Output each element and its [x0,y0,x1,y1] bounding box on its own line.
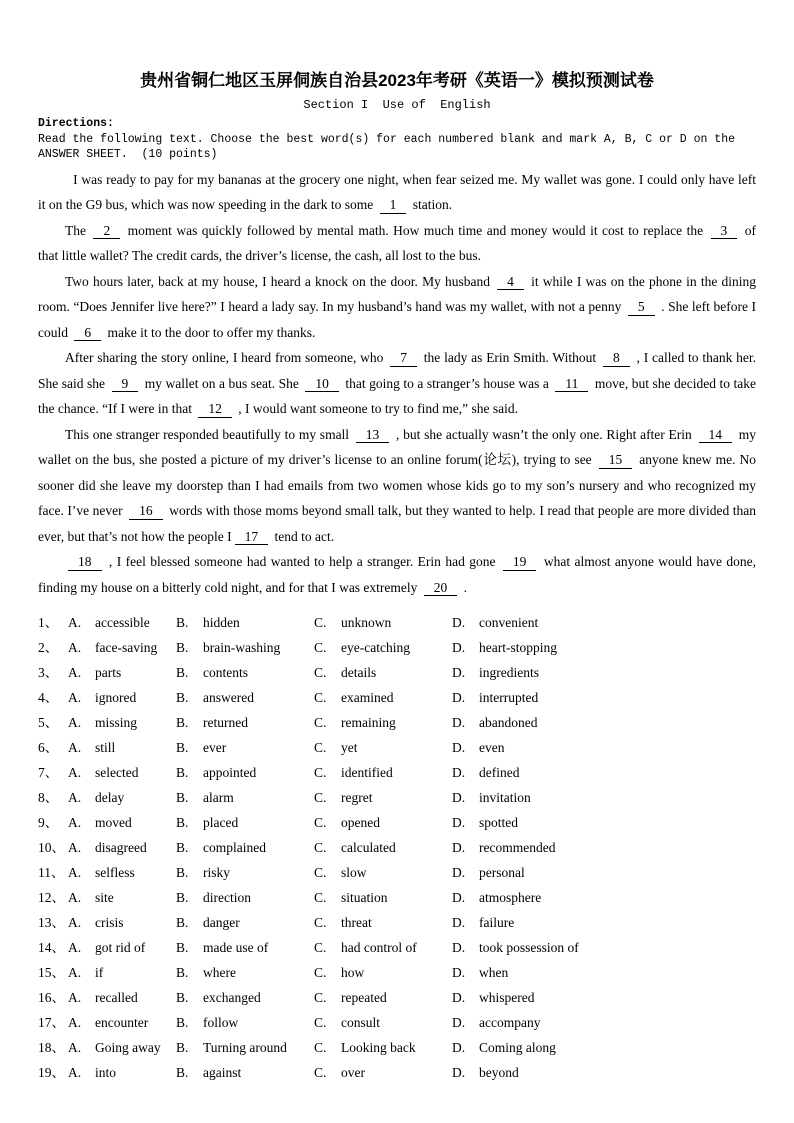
option-letter: D. [452,815,466,830]
option-b [176,685,314,710]
option-letter: B. [176,790,189,805]
option-text: made use of [203,940,269,955]
option-letter: C. [314,665,327,680]
blank-2: 2 [93,223,120,240]
option-text: face-saving [95,640,158,655]
option-d [452,860,756,885]
option-d [452,710,756,735]
blank-13: 13 [356,427,390,444]
option-text: spotted [479,815,518,830]
option-text: missing [95,715,138,730]
option-text: examined [341,690,394,705]
option-letter: A. [68,965,82,980]
option-letter: C. [314,765,327,780]
option-text: remaining [341,715,396,730]
question-number: 15、 [38,965,65,980]
option-b [176,735,314,760]
question-row [38,910,756,935]
question-row [38,660,756,685]
passage-paragraph: The 2 moment was quickly followed by mental math. How much time and money would it cost to replace the 3 of that little wallet? The credit cards, the driver’s license, the cash, all lost to the bus. [38,222,756,263]
question-number: 16、 [38,990,65,1005]
question-number: 13、 [38,915,65,930]
blank-11: 11 [555,376,588,393]
passage-paragraph: I was ready to pay for my bananas at the grocery one night, when fear seized me. My wallet was gone. I could only have left it on the G9 bus, which was now speeding in the dark to some 1 station. [38,171,756,212]
option-b [176,660,314,685]
question-row [38,1060,756,1085]
option-letter: B. [176,665,189,680]
option-a [68,760,176,785]
option-text: answered [203,690,254,705]
option-letter: A. [68,940,82,955]
option-letter: A. [68,890,82,905]
option-a [68,1060,176,1085]
blank-8: 8 [603,350,630,367]
option-letter: D. [452,1065,466,1080]
option-d [452,835,756,860]
option-letter: C. [314,865,327,880]
option-letter: A. [68,1065,82,1080]
option-b [176,760,314,785]
directions [38,116,756,163]
blank-1: 1 [380,197,407,214]
option-text: still [95,740,116,755]
option-text: how [341,965,365,980]
question-number: 11、 [38,865,65,880]
option-text: threat [341,915,372,930]
option-text: ingredients [479,665,539,680]
option-b [176,885,314,910]
option-text: had control of [341,940,417,955]
question-number: 4、 [38,690,59,705]
option-text: moved [95,815,132,830]
option-text: over [341,1065,365,1080]
option-text: consult [341,1015,380,1030]
option-d [452,985,756,1010]
option-d [452,635,756,660]
option-b [176,835,314,860]
blank-10: 10 [305,376,339,393]
option-text: danger [203,915,240,930]
option-letter: C. [314,1040,327,1055]
question-number: 10、 [38,840,65,855]
option-text: where [203,965,236,980]
question-row [38,860,756,885]
option-d [452,960,756,985]
option-a [68,635,176,660]
option-letter: B. [176,740,189,755]
option-a [68,885,176,910]
option-text: alarm [203,790,234,805]
option-letter: A. [68,815,82,830]
option-letter: A. [68,990,82,1005]
question-number: 8、 [38,790,59,805]
option-d [452,810,756,835]
option-letter: D. [452,790,466,805]
option-letter: C. [314,940,327,955]
option-letter: D. [452,715,466,730]
option-a [68,860,176,885]
option-text: repeated [341,990,387,1005]
option-text: selected [95,765,139,780]
directions-label: Directions: [38,117,114,130]
option-letter: D. [452,990,466,1005]
blank-3: 3 [711,223,738,240]
option-c [314,710,452,735]
option-text: risky [203,865,230,880]
question-row [38,685,756,710]
option-text: Looking back [341,1040,416,1055]
blank-6: 6 [74,325,101,342]
question-number: 18、 [38,1040,65,1055]
option-a [68,935,176,960]
option-letter: B. [176,1015,189,1030]
option-a [68,835,176,860]
option-b [176,1035,314,1060]
option-text: Going away [95,1040,161,1055]
question-row [38,735,756,760]
option-a [68,810,176,835]
option-text: atmosphere [479,890,542,905]
option-text: eye-catching [341,640,410,655]
option-letter: D. [452,915,466,930]
question-row [38,635,756,660]
option-letter: C. [314,740,327,755]
question-row [38,1035,756,1060]
option-letter: C. [314,715,327,730]
option-text: exchanged [203,990,261,1005]
option-c [314,860,452,885]
option-a [68,1010,176,1035]
option-d [452,1010,756,1035]
option-letter: D. [452,865,466,880]
option-text: if [95,965,104,980]
question-row [38,885,756,910]
option-text: recalled [95,990,138,1005]
option-d [452,760,756,785]
option-letter: A. [68,840,82,855]
option-c [314,760,452,785]
option-letter: D. [452,940,466,955]
option-c [314,1035,452,1060]
option-letter: A. [68,615,82,630]
option-text: took possession of [479,940,579,955]
option-text: delay [95,790,125,805]
option-letter: B. [176,690,189,705]
option-letter: C. [314,640,327,655]
option-text: even [479,740,505,755]
option-text: yet [341,740,358,755]
option-b [176,1010,314,1035]
option-letter: A. [68,690,82,705]
option-letter: C. [314,615,327,630]
option-b [176,635,314,660]
blank-14: 14 [699,427,733,444]
option-text: situation [341,890,388,905]
option-d [452,910,756,935]
option-text: encounter [95,1015,149,1030]
option-c [314,960,452,985]
option-text: crisis [95,915,124,930]
question-number: 2、 [38,640,59,655]
question-row [38,810,756,835]
option-text: brain-washing [203,640,281,655]
option-letter: B. [176,965,189,980]
blank-4: 4 [497,274,524,291]
option-letter: A. [68,740,82,755]
questions [38,610,756,1085]
option-a [68,785,176,810]
option-letter: D. [452,665,466,680]
option-text: heart-stopping [479,640,557,655]
option-a [68,910,176,935]
question-number: 19、 [38,1065,65,1080]
blank-16: 16 [129,503,163,520]
option-letter: A. [68,865,82,880]
option-text: slow [341,865,367,880]
option-letter: B. [176,940,189,955]
option-c [314,685,452,710]
option-text: recommended [479,840,556,855]
option-text: disagreed [95,840,147,855]
option-text: into [95,1065,117,1080]
option-text: ignored [95,690,137,705]
option-letter: C. [314,840,327,855]
blank-9: 9 [112,376,139,393]
option-text: against [203,1065,242,1080]
option-letter: C. [314,915,327,930]
option-text: personal [479,865,525,880]
option-a [68,960,176,985]
question-number: 6、 [38,740,59,755]
option-text: selfless [95,865,135,880]
option-b [176,810,314,835]
option-letter: B. [176,915,189,930]
option-text: identified [341,765,393,780]
option-text: accessible [95,615,150,630]
blank-5: 5 [628,299,655,316]
option-text: invitation [479,790,531,805]
passage-paragraph: 18 , I feel blessed someone had wanted to help a stranger. Erin had gone 19 what almost anyone would have done, finding my house on a bitterly cold night, and for that I was extremely 20 . [38,554,756,595]
option-text: convenient [479,615,539,630]
option-letter: B. [176,990,189,1005]
option-text: interrupted [479,690,539,705]
option-letter: D. [452,1040,466,1055]
option-letter: D. [452,740,466,755]
option-d [452,610,756,635]
option-letter: D. [452,965,466,980]
question-number: 5、 [38,715,59,730]
option-b [176,710,314,735]
option-a [68,735,176,760]
question-number: 9、 [38,815,59,830]
option-text: Coming along [479,1040,556,1055]
option-letter: C. [314,990,327,1005]
option-text: direction [203,890,251,905]
option-text: Turning around [203,1040,287,1055]
option-letter: B. [176,1040,189,1055]
option-letter: C. [314,690,327,705]
option-letter: B. [176,840,189,855]
option-letter: D. [452,615,466,630]
question-number: 3、 [38,665,59,680]
option-text: failure [479,915,515,930]
option-a [68,985,176,1010]
option-c [314,810,452,835]
option-text: beyond [479,1065,519,1080]
option-d [452,735,756,760]
passage [38,167,756,601]
option-b [176,985,314,1010]
option-letter: A. [68,665,82,680]
option-c [314,910,452,935]
option-text: details [341,665,377,680]
option-b [176,785,314,810]
option-text: opened [341,815,380,830]
option-text: abandoned [479,715,538,730]
question-row [38,610,756,635]
option-text: appointed [203,765,257,780]
blank-18: 18 [68,554,102,571]
option-letter: B. [176,640,189,655]
passage-paragraph: Two hours later, back at my house, I heard a knock on the door. My husband 4 it while I was on the phone in the dining room. “Does Jennifer live here?” I heard a lady say. In my husband’s hand was my wallet, with not a penny 5 . She left before I could 6 make it to the door to offer my thanks. [38,273,756,340]
option-b [176,935,314,960]
option-text: unknown [341,615,392,630]
question-number: 1、 [38,615,59,630]
question-number: 7、 [38,765,59,780]
option-text: accompany [479,1015,541,1030]
option-a [68,685,176,710]
option-c [314,660,452,685]
blank-15: 15 [599,452,633,469]
option-letter: B. [176,1065,189,1080]
option-text: defined [479,765,520,780]
option-c [314,1010,452,1035]
option-text: parts [95,665,122,680]
option-letter: D. [452,640,466,655]
option-text: when [479,965,509,980]
option-letter: D. [452,1015,466,1030]
section-heading: Section I Use of English [303,98,491,112]
option-c [314,735,452,760]
passage-paragraph: After sharing the story online, I heard from someone, who 7 the lady as Erin Smith. Without 8 , I called to thank her. She said she 9 my wallet on a bus seat. She 10 that going to a stranger’s house was a 11 move, but she decided to take the chance. “If I were in that 12 , I would want someone to try to find me,” she said. [38,350,756,416]
blank-17: 17 [235,529,269,546]
option-text: got rid of [95,940,146,955]
option-d [452,885,756,910]
option-letter: B. [176,765,189,780]
option-c [314,785,452,810]
option-a [68,610,176,635]
option-letter: B. [176,865,189,880]
option-a [68,710,176,735]
option-letter: A. [68,915,82,930]
option-a [68,1035,176,1060]
option-d [452,785,756,810]
option-letter: A. [68,715,82,730]
option-text: hidden [203,615,240,630]
option-letter: A. [68,640,82,655]
option-letter: B. [176,715,189,730]
option-text: whispered [479,990,535,1005]
question-row [38,710,756,735]
question-row [38,760,756,785]
option-text: contents [203,665,248,680]
option-letter: A. [68,790,82,805]
option-letter: C. [314,790,327,805]
question-row [38,985,756,1010]
blank-7: 7 [390,350,417,367]
question-row [38,960,756,985]
option-letter: A. [68,765,82,780]
option-b [176,960,314,985]
option-letter: C. [314,890,327,905]
option-c [314,1060,452,1085]
option-c [314,985,452,1010]
option-d [452,935,756,960]
directions-text: Read the following text. Choose the best word(s) for each numbered blank and mark A, B, C or D on the ANSWER SHEET. (10 points) [38,132,742,161]
question-row [38,785,756,810]
option-letter: B. [176,815,189,830]
option-b [176,910,314,935]
option-letter: B. [176,615,189,630]
option-c [314,610,452,635]
option-d [452,1035,756,1060]
option-letter: D. [452,765,466,780]
blank-20: 20 [424,580,458,597]
option-c [314,635,452,660]
question-number: 17、 [38,1015,65,1030]
passage-paragraph: This one stranger responded beautifully to my small 13 , but she actually wasn’t the only one. Right after Erin 14 my wallet on the bus, she posted a picture of my driver’s license to an online forum(论坛), trying to see 15 anyone knew me. No sooner did she leave my doorstep than I had emails from two women whose kids go to my son’s nursery and who recognized my face. I’ve never 16 words with those moms beyond small talk, but they wanted to help. I read that people are more divided than ever, but that’s not how the people I 17 tend to act. [38,426,757,544]
option-letter: C. [314,815,327,830]
option-d [452,660,756,685]
question-number: 14、 [38,940,65,955]
option-letter: D. [452,890,466,905]
question-row [38,935,756,960]
option-letter: A. [68,1040,82,1055]
page-title: 贵州省铜仁地区玉屏侗族自治县2023年考研《英语一》模拟预测试卷 [140,71,654,90]
option-letter: A. [68,1015,82,1030]
option-text: regret [341,790,373,805]
option-text: returned [203,715,248,730]
option-d [452,1060,756,1085]
option-text: site [95,890,114,905]
option-text: complained [203,840,266,855]
option-letter: D. [452,840,466,855]
option-c [314,835,452,860]
question-number: 12、 [38,890,65,905]
option-letter: D. [452,690,466,705]
question-row [38,835,756,860]
option-d [452,685,756,710]
option-letter: C. [314,965,327,980]
option-b [176,1060,314,1085]
option-b [176,860,314,885]
blank-12: 12 [198,401,232,418]
option-text: placed [203,815,239,830]
option-letter: B. [176,890,189,905]
question-row [38,1010,756,1035]
option-text: ever [203,740,227,755]
option-text: calculated [341,840,396,855]
option-b [176,610,314,635]
option-letter: C. [314,1065,327,1080]
blank-19: 19 [503,554,537,571]
option-c [314,885,452,910]
option-letter: C. [314,1015,327,1030]
option-text: follow [203,1015,239,1030]
option-c [314,935,452,960]
option-a [68,660,176,685]
